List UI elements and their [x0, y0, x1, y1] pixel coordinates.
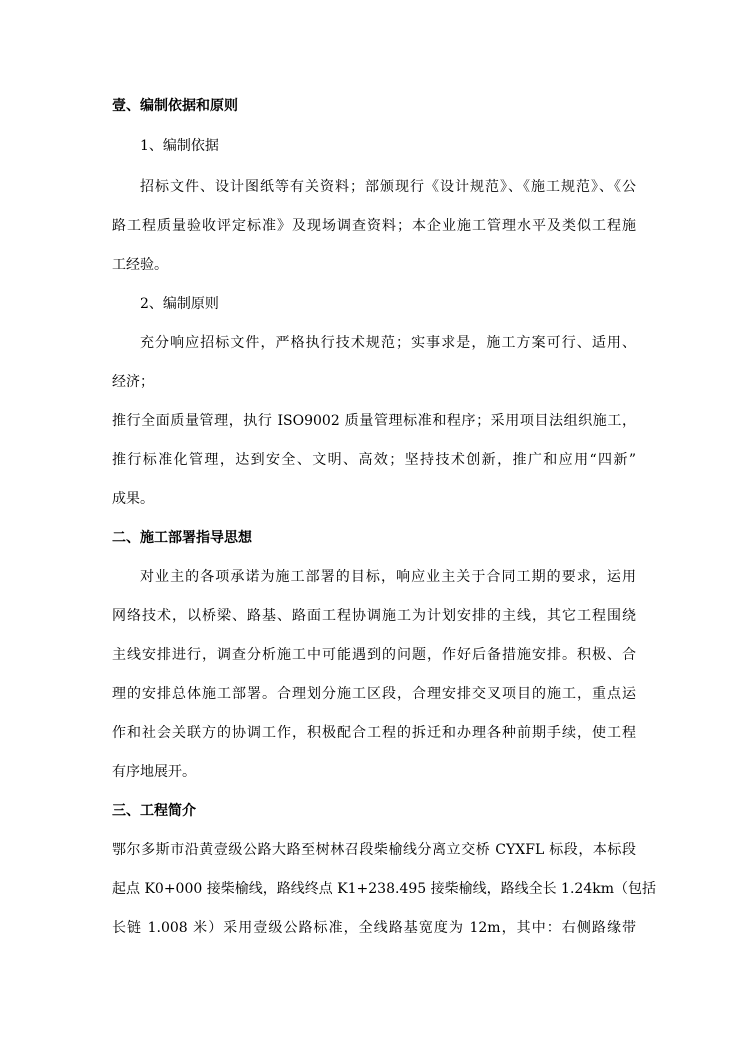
- paragraph-line: 工经验。: [112, 257, 168, 273]
- paragraph-line: 成果。: [112, 491, 154, 507]
- paragraph-line: 有序地展开。: [112, 764, 196, 780]
- paragraph-line: 作和社会关联方的协调工作，积极配合工程的拆迁和办理各种前期手续，使工程: [112, 725, 636, 741]
- paragraph-line: 主线安排进行，调查分析施工中可能遇到的问题，作好后备措施安排。积极、合: [112, 647, 636, 663]
- paragraph-line: 长链 1.008 米）采用壹级公路标准，全线路基宽度为 12m，其中：右侧路缘带: [112, 920, 636, 936]
- paragraph-line: 推行标准化管理，达到安全、文明、高效；坚持技术创新，推广和应用“四新”: [112, 452, 636, 468]
- paragraph-line: 鄂尔多斯市沿黄壹级公路大路至树林召段柴榆线分离立交桥 CYXFL 标段，本标段: [112, 842, 636, 858]
- section-3-heading: 三、工程简介: [112, 803, 196, 819]
- paragraph-line: 充分响应招标文件，严格执行技术规范；实事求是，施工方案可行、适用、: [140, 335, 636, 351]
- subsection-2-title: 2、编制原则: [140, 296, 219, 312]
- paragraph-line: 理的安排总体施工部署。合理划分施工区段，合理安排交叉项目的施工，重点运: [112, 686, 636, 702]
- paragraph-line: 招标文件、设计图纸等有关资料；部颁现行《设计规范》、《施工规范》、《公: [140, 179, 636, 195]
- paragraph-line: 经济；: [112, 374, 154, 390]
- paragraph-line: 推行全面质量管理，执行 ISO9002 质量管理标准和程序；采用项目法组织施工，: [112, 413, 636, 429]
- subsection-1-title: 1、编制依据: [140, 138, 219, 154]
- paragraph-line: 起点 K0+000 接柴榆线，路线终点 K1+238.495 接柴榆线，路线全长 1.24km（包括: [112, 881, 656, 897]
- paragraph-line: 路工程质量验收评定标准》及现场调查资料；本企业施工管理水平及类似工程施: [112, 218, 636, 234]
- section-2-heading: 二、施工部署指导思想: [112, 530, 252, 546]
- paragraph-line: 网络技术，以桥梁、路基、路面工程协调施工为计划安排的主线，其它工程围绕: [112, 608, 636, 624]
- section-1-heading: 壹、编制依据和原则: [112, 98, 238, 114]
- paragraph-line: 对业主的各项承诺为施工部署的目标，响应业主关于合同工期的要求，运用: [140, 569, 636, 585]
